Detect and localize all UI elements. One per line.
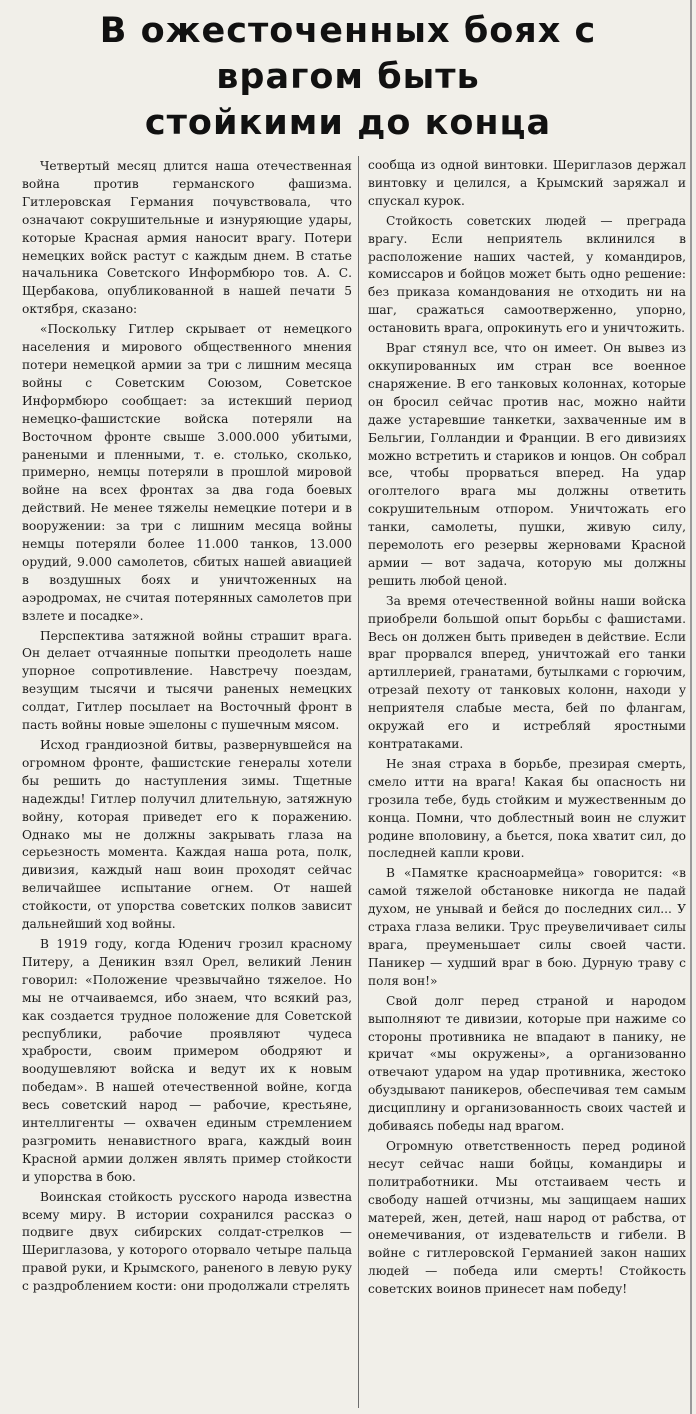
- paragraph: Не зная страха в борьбе, презирая смерть, смело итти на врага! Какая бы опасность ни грозила тебе, будь стойким и мужественным до конца. Помни, что доблестный воин не служит родине вполовину, а бьется, пока хватит сил, до последней капли крови.: [368, 756, 686, 861]
- paragraph: Свой долг перед страной и народом выполняют те дивизии, которые при нажиме со стороны противника не впадают в панику, не кричат «мы окружены», а организованно отвечают ударом на удар противника, жестоко обуздывают паникеров, обеспечивая тем самым дисциплину и организованность своих частей и добиваясь победы над врагом.: [368, 993, 686, 1134]
- paragraph: В «Памятке красноармейца» говорится: «в самой тяжелой обстановке никогда не падай духом, не унывай и бейся до последних сил... У страха глаза велики. Трус преувеличивает силы врага, преуменьшает силы своей части. Паникер — худший враг в бою. Дурную траву с поля вон!»: [368, 866, 686, 988]
- paragraph-quote: «Поскольку Гитлер скрывает от немецкого населения и мирового общественного мнения потери немецкой армии за три с лишним месяца войны с Советским Союзом, Советское Информбюро сообщает: за истекший период немецко-фашистские войска потеряли на Восточном фронте свыше 3.000.000 убитыми, ранеными и пленными, т. е. столько, сколько, примерно, немцы потеряли в прошлой мировой войне на всех фронтах за два года боевых действий. Не менее тяжелы немецкие потери и в вооружении: за три с лишним месяца войны немцы потеряли более 11.000 танков, 13.000 орудий, 9.000 самолетов, сбитых нашей авиацией в воздушных боях и уничтоженных на аэродромах, не считая потерянных самолетов при взлете и посадке».: [22, 322, 352, 623]
- headline-line-1: В ожесточенных боях с: [99, 11, 597, 51]
- column-divider: [358, 156, 359, 1408]
- page-edge-rule: [690, 0, 692, 1414]
- headline-line-2: врагом быть: [216, 57, 480, 97]
- paragraph: В 1919 году, когда Юденич грозил красному Питеру, а Деникин взял Орел, великий Ленин говорил: «Положение чрезвычайно тяжелое. Но мы не отчаиваемся, ибо знаем, что всякий раз, как создается трудное положение для Советской республики, рабочие проявляют чудеса храбрости, своим примером ободряют и воодушевляют войска и ведут их к новым победам». В нашей отечественной войне, когда весь советский народ — рабочие, крестьяне, интеллигенты — охвачен единым стремлением разгромить ненавистного врага, каждый воин Красной армии должен являть пример стойкости и упорства в бою.: [22, 936, 352, 1184]
- article-headline: [14, 8, 682, 146]
- paragraph: Стойкость советских людей — преграда врагу. Если неприятель вклинился в расположение наших частей, у командиров, комиссаров и бойцов может быть одно решение: без приказа командования не отходить ни на шаг, сражаться самоотверженно, упорно, остановить врага, опрокинуть его и уничтожить.: [368, 213, 686, 336]
- headline-line-3: стойкими до конца: [144, 103, 552, 143]
- paragraph: Враг стянул все, что он имеет. Он вывез из оккупированных им стран все военное снаряжение. В его танковых колоннах, которые он бросил сейчас против нас, можно найти даже устаревшие танкетки, захваченные им в Бельгии, Голландии и Франции. В его дивизиях можно встретить и стариков и юнцов. Он собрал все, чтобы прорваться вперед. На удар оголтелого врага мы должны ответить сокрушительным отпором. Уничтожать его танки, самолеты, пушки, живую силу, перемолоть его резервы жерновами Красной армии — вот задача, которую мы должны решить любой ценой.: [368, 341, 686, 588]
- article-column-left: [22, 158, 352, 1408]
- paragraph: Воинская стойкость русского народа известна всему миру. В истории сохранился рассказ о подвиге двух сибирских солдат-стрелков — Шериглазова, у которого оторвало четыре пальца правой руки, и Крымского, раненого в левую руку с раздроблением кости: они продолжали стрелять: [22, 1189, 352, 1294]
- paragraph-continued: сообща из одной винтовки. Шериглазов держал винтовку и целился, а Крымский заряжал и спускал курок.: [368, 158, 686, 208]
- paragraph: За время отечественной войны наши войска приобрели большой опыт борьбы с фашистами. Весь он должен быть приведен в действие. Если враг прорвался вперед, уничтожай его танки артиллерией, гранатами, бутылками с горючим, отрезай пехоту от танковых колонн, находи у неприятеля слабые места, бей по флангам, окружай его и истребляй яростными контратаками.: [368, 593, 686, 751]
- paragraph: Исход грандиозной битвы, развернувшейся на огромном фронте, фашистские генералы хотели бы решить до наступления зимы. Тщетные надежды! Гитлер получил длительную, затяжную войну, которая приведет его к поражению. Однако мы не должны закрывать глаза на серьезность момента. Каждая наша рота, полк, дивизия, каждый наш воин проходят сейчас величайшее испытание огнем. От нашей стойкости, от упорства советских полков зависит дальнейший ход войны.: [22, 738, 352, 932]
- paragraph: Четвертый месяц длится наша отечественная война против германского фашизма. Гитлеровская Германия почувствовала, что означают сокрушительные и изнуряющие удары, которые Красная армия наносит врагу. Потери немецких войск растут с каждым днем. В статье начальника Советского Информбюро тов. А. С. Щербакова, опубликованной в нашей печати 5 октября, сказано:: [22, 159, 352, 317]
- paragraph: Огромную ответственность перед родиной несут сейчас наши бойцы, командиры и политработники. Мы отстаиваем честь и свободу нашей отчизны, мы защищаем наших матерей, жен, детей, наш народ от рабства, от онемечивания, от издевательств и гибели. В войне с гитлеровской Германией закон наших людей — победа или смерть! Стойкость советских воинов принесет нам победу!: [368, 1138, 686, 1297]
- article-column-right: [368, 157, 686, 1409]
- paragraph: Перспектива затяжной войны страшит врага. Он делает отчаянные попытки преодолеть наше упорное сопротивление. Навстречу поездам, везущим тысячи и тысячи раненых немецких солдат, Гитлер посылает на Восточный фронт в пасть войны новые эшелоны с пушечным мясом.: [22, 628, 352, 733]
